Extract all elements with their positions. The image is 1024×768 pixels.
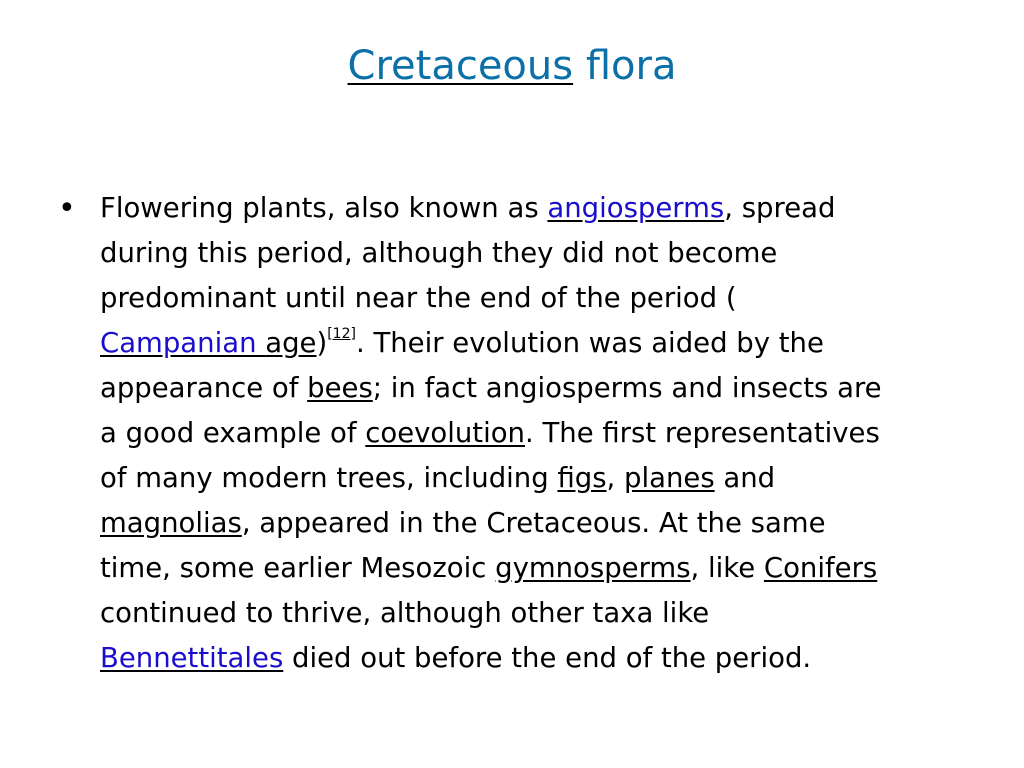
text-segment: time, some earlier Mesozoic [100,552,496,584]
citation-link-12[interactable]: [12] [327,325,356,342]
bullet-paragraph [100,186,958,681]
paragraph-line-6 [100,411,958,456]
link-gymnosperms[interactable]: gymnosperms [495,552,691,584]
link-magnolias[interactable]: magnolias [100,507,242,539]
slide-title [0,40,1024,92]
text-segment: during this period, although they did not become [100,237,778,269]
text-segment: Flowering plants, also known as [100,192,548,224]
text-segment: of many modern trees, including [100,462,558,494]
link-bees[interactable]: bees [307,372,373,404]
text-segment: predominant until near the end of the period ( [100,282,737,314]
bullet-item [58,186,958,681]
link-angiosperms[interactable]: angiosperms [547,192,725,224]
text-segment: . Their evolution was aided by the [355,327,824,359]
text-segment: and [714,462,776,494]
link-coevolution[interactable]: coevolution [365,417,525,449]
text-segment: , spread [724,192,836,224]
text-segment: appearance of [100,372,308,404]
link-age[interactable]: age [265,327,317,359]
paragraph-line-3 [100,276,958,321]
paragraph-line-9 [100,546,958,591]
citation-12 [327,326,356,342]
link-conifers[interactable]: Conifers [763,552,878,584]
paragraph-line-8 [100,501,958,546]
link-figs[interactable]: figs [557,462,607,494]
paragraph-line-11 [100,636,958,681]
link-planes[interactable]: planes [624,462,715,494]
text-segment: ) [316,327,328,359]
text-segment: died out before the end of the period. [283,642,812,674]
paragraph-line-4 [100,321,958,366]
title-link-cretaceous[interactable]: Cretaceous [347,43,574,89]
text-segment: , like [690,552,764,584]
paragraph-line-5 [100,366,958,411]
text-segment: . The first representatives [524,417,880,449]
text-segment: ; in fact angiosperms and insects are [372,372,882,404]
paragraph-line-2 [100,231,958,276]
paragraph-line-7 [100,456,958,501]
bullet-marker: • [58,191,76,226]
link-bennettitales[interactable]: Bennettitales [100,642,284,674]
text-segment: continued to thrive, although other taxa like [100,597,710,629]
paragraph-line-1 [100,186,958,231]
link-campanian[interactable]: Campanian [100,327,266,359]
text-segment: a good example of [100,417,366,449]
slide-content [58,186,958,681]
text-segment: , [606,462,625,494]
paragraph-line-10 [100,591,958,636]
title-rest: flora [573,43,677,89]
text-segment: , appeared in the Cretaceous. At the same [241,507,826,539]
